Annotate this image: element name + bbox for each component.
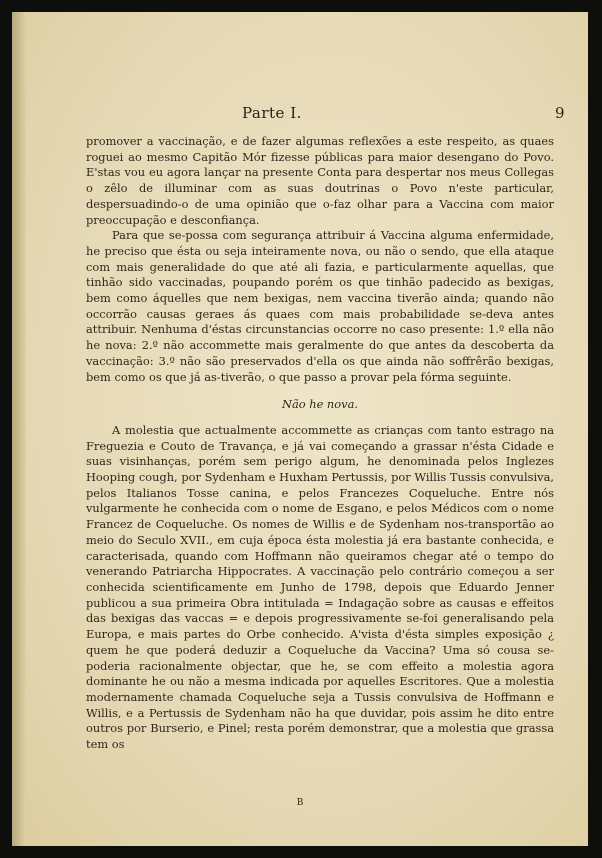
running-header — [12, 104, 588, 128]
document-page — [12, 12, 588, 846]
section-title: Não he nova. — [282, 397, 358, 412]
header-title: Parte I. — [242, 104, 302, 122]
page-number: 9 — [555, 104, 565, 122]
paragraph-3: A molestia que actualmente accommette as crianças com tanto estrago na Freguezia e Couto de Travança, e já vai começando a grassar n'ésta Cidade e suas visinhanças, porém sem perigo algum, he denominada pelos Inglezes Hooping cough, por Sydenham e Huxham Pertussis, por Willis Tussis convulsiva, pelos Italianos Tosse canina, e pelos Francezes Coqueluche. Entre nós vulgarmente he conhecida com o nome de Esgano, e pelos Médicos com o nome Francez de Coqueluche. Os nomes de Willis e de Sydenham nos-transportão ao meio do Seculo XVII., em cuja época ésta molestia já era bastante conhecida, e caracterisada, quando com Hoffmann não queiramos chegar até o tempo do venerando Patriarcha Hippocrates. A vaccinação pelo contrário começou a ser conhecida scientificamente em Junho de 1798, depois que Eduardo Jenner publicou a sua primeira Obra intitulada = Indagação sobre as causas e effeitos das bexigas das vaccas = e depois progressivamente se-foi generalisando pela Europa, e mais partes do Orbe conhecido. A'vista d'ésta simples exposição ¿ quem he que poderá deduzir a Coqueluche da Vaccina? Uma só cousa se-poderia racionalmente objectar, que he, se com effeito a molestia agora dominante he ou não a mesma indicada por aquelles Escritores. Que a molestia modernamente chamada Coqueluche seja a Tussis convulsiva de Hoffmann e Willis, e a Pertussis de Sydenham não ha que duvidar, pois assim he dito entre outros por Burserio, e Pinel; resta porém demonstrar, que a molestia que grassa tem os — [86, 422, 554, 752]
paragraph-2: Para que se-possa com segurança attribuir á Vaccina alguma enfermidade, he preciso que ésta ou seja inteiramente nova, ou não o sendo, que ella ataque com mais generalidade do que até ali fazia, e particularmente aquellas, que tinhão sido vaccinadas, poupando porém os que tinhão padecido as bexigas, bem como áquelles que nem bexigas, nem vaccina tiverão ainda; quando não occorrão causas geraes ás quaes com mais probabilidade se-deva antes attribuir. Nenhuma d'éstas circunstancias occorre no caso presente: 1.º ella não he nova: 2.º não accommette mais geralmente do que antes da descoberta da vaccinação: 3.º não são preservados d'ella os que ainda não soffrêrão bexigas, bem como os que já as-tiverão, o que passo a provar pela fórma seguinte. — [86, 228, 554, 384]
body-text — [86, 134, 554, 753]
signature-mark: B — [296, 798, 304, 808]
binding-edge — [12, 12, 26, 846]
paragraph-1: promover a vaccinação, e de fazer algumas reflexões a este respeito, as quaes roguei ao mesmo Capitão Mór fizesse públicas para maior desengano do Povo. E'stas vou eu agora lançar na presente Conta para despertar nos meus Collegas o zêlo de illuminar com as suas doutrinas o Povo n'este particular, despersuadindo-o de uma opinião que o-faz olhar para a Vaccina com maior preoccupação e desconfiança. — [86, 134, 554, 227]
